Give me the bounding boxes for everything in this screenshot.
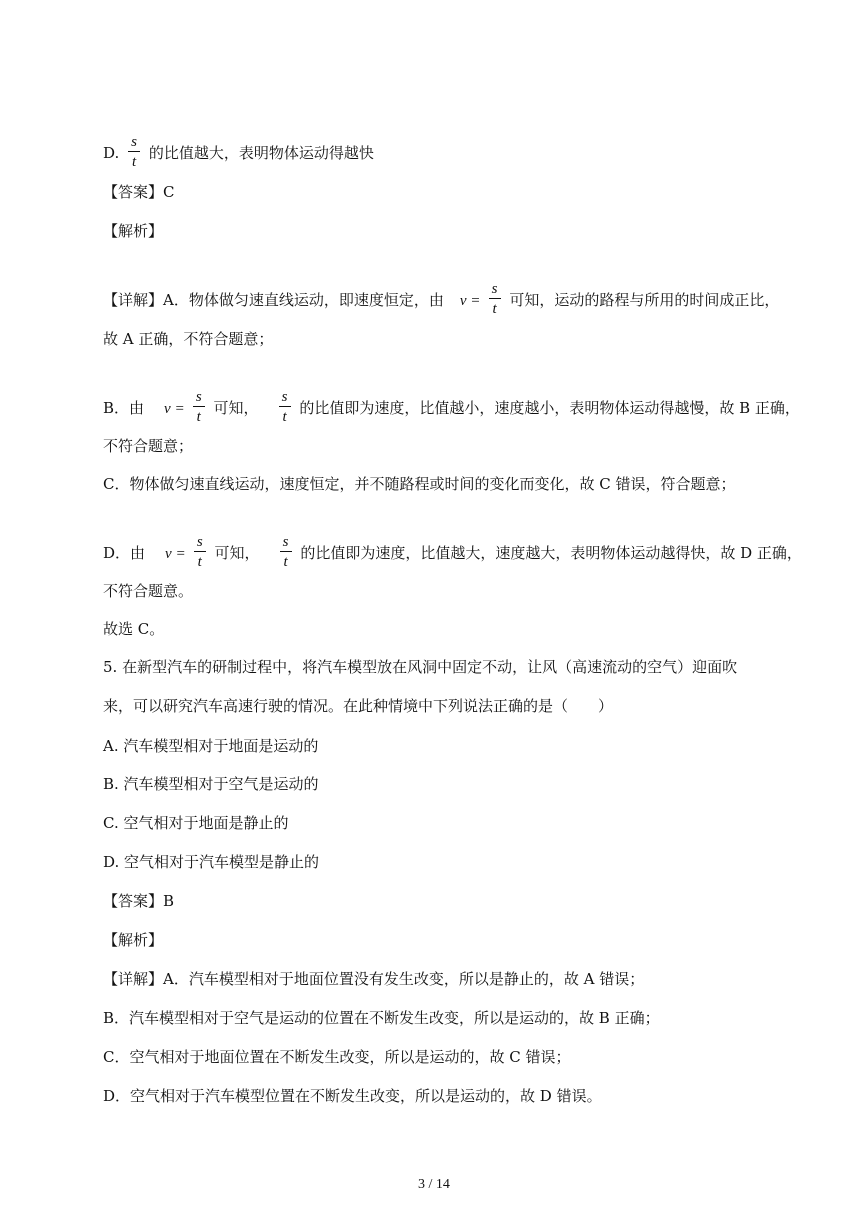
q4-detail-a — [103, 281, 780, 317]
detail-b-mid: 可知， — [213, 399, 259, 417]
q5-detail-b: B．汽车模型相对于空气是运动的位置在不断发生改变，所以是运动的，故 B 正确； — [103, 1009, 660, 1027]
detail-d-prefix: D．由 — [103, 544, 146, 562]
denominator-t: t — [196, 409, 201, 425]
numerator-s: s — [196, 534, 203, 550]
detail-d-mid: 可知， — [214, 544, 260, 562]
denominator-t: t — [283, 554, 288, 570]
option-text: 的比值越大，表明物体运动得越快 — [148, 144, 374, 162]
q5-stem-line2: 来，可以研究汽车高速行驶的情况。在此种情境中下列说法正确的是（ ） — [103, 697, 614, 715]
equals-sign: = — [176, 546, 185, 562]
denominator-t: t — [282, 409, 287, 425]
q5-option-a: A. 汽车模型相对于地面是运动的 — [103, 737, 319, 755]
q4-answer: 【答案】C — [103, 183, 175, 201]
q5-answer: 【答案】B — [103, 892, 175, 910]
q5-detail-c: C．空气相对于地面位置在不断发生改变，所以是运动的，故 C 错误； — [103, 1048, 571, 1066]
q5-detail-d: D．空气相对于汽车模型位置在不断发生改变，所以是运动的，故 D 错误。 — [103, 1087, 602, 1105]
equals-sign: = — [471, 293, 480, 309]
q5-detail-a: 【详解】A．汽车模型相对于地面位置没有发生改变，所以是静止的，故 A 错误； — [103, 970, 645, 988]
v-symbol: v — [459, 293, 467, 309]
page-number: 3 / 14 — [418, 1177, 450, 1192]
v-symbol: v — [164, 401, 171, 417]
numerator-s: s — [282, 534, 289, 550]
q5-option-d: D. 空气相对于汽车模型是静止的 — [103, 853, 320, 871]
v-symbol: v — [165, 546, 172, 562]
q4-detail-a-line2: 故 A 正确，不符合题意； — [103, 330, 274, 348]
q4-detail-c: C．物体做匀速直线运动，速度恒定，并不随路程或时间的变化而变化，故 C 错误，符合题意； — [103, 475, 736, 493]
detail-b-prefix: B．由 — [103, 399, 145, 417]
q4-detail-d-line2: 不符合题意。 — [103, 582, 194, 600]
numerator-s: s — [491, 281, 498, 297]
numerator-s: s — [195, 389, 202, 405]
detail-a-suffix: 可知，运动的路程与所用的时间成正比， — [509, 291, 780, 309]
detail-d-suffix: 的比值即为速度，比值越大，速度越大，表明物体运动越得快，故 D 正确， — [300, 544, 802, 562]
q4-analysis-heading: 【解析】 — [103, 222, 164, 240]
equals-sign: = — [175, 401, 184, 417]
q5-analysis-heading: 【解析】 — [103, 931, 164, 949]
q5-option-b: B. 汽车模型相对于空气是运动的 — [103, 775, 319, 793]
q4-conclusion: 故选 C。 — [103, 620, 165, 638]
detail-b-suffix: 的比值即为速度，比值越小，速度越小，表明物体运动得越慢，故 B 正确， — [299, 399, 800, 417]
q5-stem-line1: 5. 在新型汽车的研制过程中，将汽车模型放在风洞中固定不动，让风（高速流动的空气）迎面吹 — [103, 658, 738, 676]
detail-a-prefix: 【详解】A．物体做匀速直线运动，即速度恒定，由 — [103, 291, 444, 309]
numerator-s: s — [281, 389, 288, 405]
q5-option-c: C. 空气相对于地面是静止的 — [103, 814, 289, 832]
denominator-t: t — [492, 301, 497, 317]
q4-option-d — [103, 134, 374, 170]
q4-detail-b-line2: 不符合题意； — [103, 437, 194, 455]
option-prefix: D. — [103, 144, 120, 162]
q4-detail-d — [103, 534, 802, 570]
numerator-s: s — [131, 134, 137, 150]
denominator-t: t — [131, 154, 137, 170]
q4-detail-b — [103, 389, 800, 425]
denominator-t: t — [197, 554, 202, 570]
